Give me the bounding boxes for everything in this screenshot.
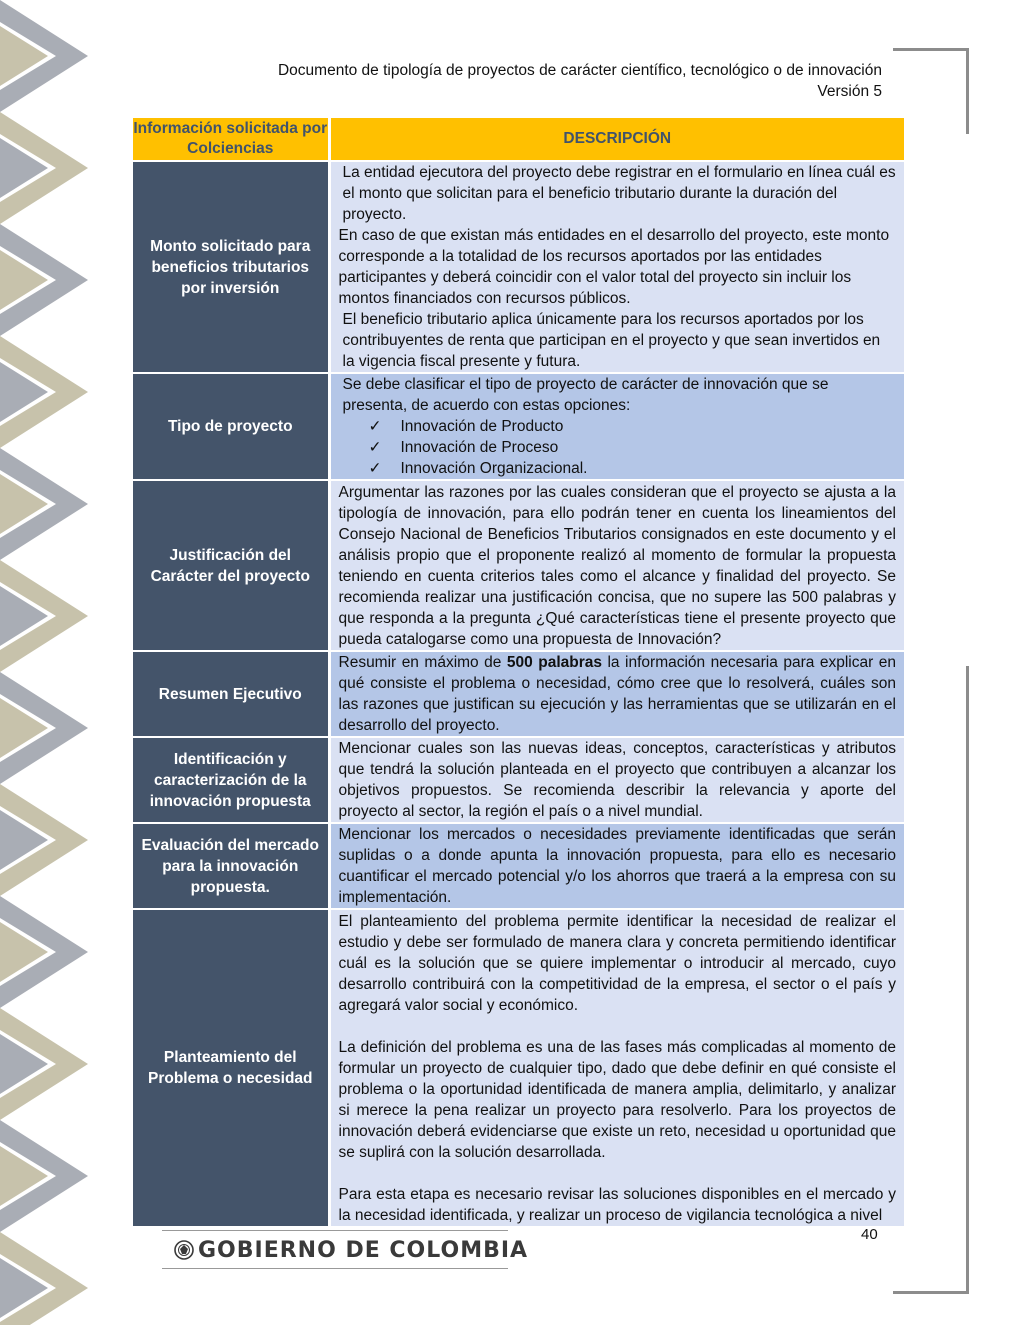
checkmark-icon: ✓ — [368, 439, 382, 456]
footer-rule-bottom — [162, 1268, 508, 1269]
row-description-tipo — [329, 373, 904, 480]
footer-logo — [162, 1230, 529, 1268]
page-number: 40 — [861, 1226, 878, 1243]
colombia-seal-icon — [174, 1240, 194, 1260]
checkmark-icon: ✓ — [368, 418, 382, 435]
column-header-information: Información solicitada por Colciencias — [133, 118, 329, 161]
row-description-resumen: Resumir en máximo de 500 palabras la información necesaria para explicar en qué consiste el problema o necesidad, cómo cree que lo resolverá, cuáles son las razones que justifican su ejecución y las herramientas que se utilizarán en el desarrollo del proyecto. — [329, 651, 904, 737]
row-label-identificacion: Identificación y caracterización de la innovación propuesta — [133, 737, 329, 823]
footer-rule-top — [162, 1230, 508, 1231]
footer-brand: GOBIERNO DE COLOMBIA — [198, 1238, 529, 1263]
table-row — [133, 373, 904, 480]
column-header-description: DESCRIPCIÓN — [329, 118, 904, 161]
checkmark-icon: ✓ — [368, 460, 382, 477]
decorative-chevron-band — [0, 0, 92, 1325]
description-paragraph: El beneficio tributario aplica únicamente para los recursos aportados por los contribuyentes de renta que participan en el proyecto y que sean invertidos en la vigencia fiscal presente y futura. — [342, 311, 881, 370]
row-description-identificacion: Mencionar cuales son las nuevas ideas, conceptos, características y atributos que tendrá la solución planteada en el proyecto que contribuyen a alcanzar los objetivos propuestos. Se recomienda describir la relevancia y aporte del proyecto al sector, la región el país o a nivel mundial. — [329, 737, 904, 823]
row-label-resumen: Resumen Ejecutivo — [133, 651, 329, 737]
list-item: ✓ Innovación de Producto — [368, 418, 564, 435]
table-row — [133, 823, 904, 909]
description-paragraph: La definición del problema es una de las fases más complicadas al momento de formular un proyecto de cualquier tipo, dado que debe definir en qué consiste el problema o la oportunidad identificada de manera amplia, delimitarlo, y analizar si merece la pena realizar un proyecto para resolverlo. Para los proyectos de innovación deberá evidenciarse que existe un reto, necesidad u oportunidad que se suplirá con la solución desarrollada. — [338, 1038, 896, 1161]
list-item: ✓ Innovación Organizacional. — [368, 460, 588, 477]
table-row — [133, 480, 904, 651]
table-header-row — [133, 118, 904, 161]
list-item: ✓ Innovación de Proceso — [368, 439, 559, 456]
row-description-monto — [329, 161, 904, 373]
row-description-justificacion: Argumentar las razones por las cuales consideran que el proyecto se ajusta a la tipología de innovación, para ello podrán tener en cuenta los lineamientos del Consejo Nacional de Beneficios Tributarios consignados en este documento y el análisis propio que el proponente realizó al momento de formular la propuesta teniendo en cuenta criterios tales como el alcance y finalidad del proyecto. Se recomienda realizar una justificación concisa, que no supere las 500 palabras y que responda a la pregunta ¿Qué características tiene el presente proyecto que pueda catalogarse como una propuesta de Innovación? — [329, 480, 904, 651]
row-label-monto: Monto solicitado para beneficios tributarios por inversión — [133, 161, 329, 373]
description-paragraph: La entidad ejecutora del proyecto debe registrar en el formulario en línea cuál es el monto que solicitan para el beneficio tributario durante la duración del proyecto. — [342, 164, 896, 223]
description-paragraph: Se debe clasificar el tipo de proyecto de carácter de innovación que se presenta, de acuerdo con estas opciones: — [342, 376, 829, 414]
table-row — [133, 161, 904, 373]
table-row — [133, 737, 904, 823]
row-description-evaluacion: Mencionar los mercados o necesidades previamente identificadas que serán suplidas o a donde apunta la innovación propuesta, para ello es necesario cuantificar el mercado potencial y/o los ahorros que traerá a la empresa con su implementación. — [329, 823, 904, 909]
row-description-planteamiento — [329, 909, 904, 1227]
description-paragraph: Para esta etapa es necesario revisar las soluciones disponibles en el mercado y la necesidad identificada, y realizar un proceso de vigilancia tecnológica a nivel — [338, 1185, 896, 1224]
document-version: Versión 5 — [817, 83, 882, 100]
description-paragraph: El planteamiento del problema permite identificar la necesidad de realizar el estudio y debe ser formulado de manera clara y concreta permitiendo identificar cuál es la solución que se quiere implementar o introducir al mercado, cuyo desarrollo contribuirá con la competitividad de la empresa, el sector o el país y agregará valor social y económico. — [338, 912, 896, 1014]
row-label-justificacion: Justificación del Carácter del proyecto — [133, 480, 329, 651]
description-paragraph: En caso de que existan más entidades en el desarrollo del proyecto, este monto corresponde a la totalidad de los recursos aportados por las entidades participantes y deberá coincidir con el valor total del proyecto sin incluir los montos financiados con recursos públicos. — [338, 227, 890, 307]
row-label-tipo: Tipo de proyecto — [133, 373, 329, 480]
row-label-planteamiento: Planteamiento del Problema o necesidad — [133, 909, 329, 1227]
table-row — [133, 651, 904, 737]
table-row — [133, 909, 904, 1227]
document-header — [278, 60, 882, 102]
page-frame-corner-bottom — [893, 666, 969, 1294]
requirements-table — [133, 118, 904, 1228]
project-type-options — [339, 416, 897, 479]
row-label-evaluacion: Evaluación del mercado para la innovación propuesta. — [133, 823, 329, 909]
document-title: Documento de tipología de proyectos de carácter científico, tecnológico o de innovación — [277, 62, 882, 79]
page-frame-corner-top — [893, 48, 969, 134]
emphasis-word-count: 500 palabras — [506, 654, 602, 671]
